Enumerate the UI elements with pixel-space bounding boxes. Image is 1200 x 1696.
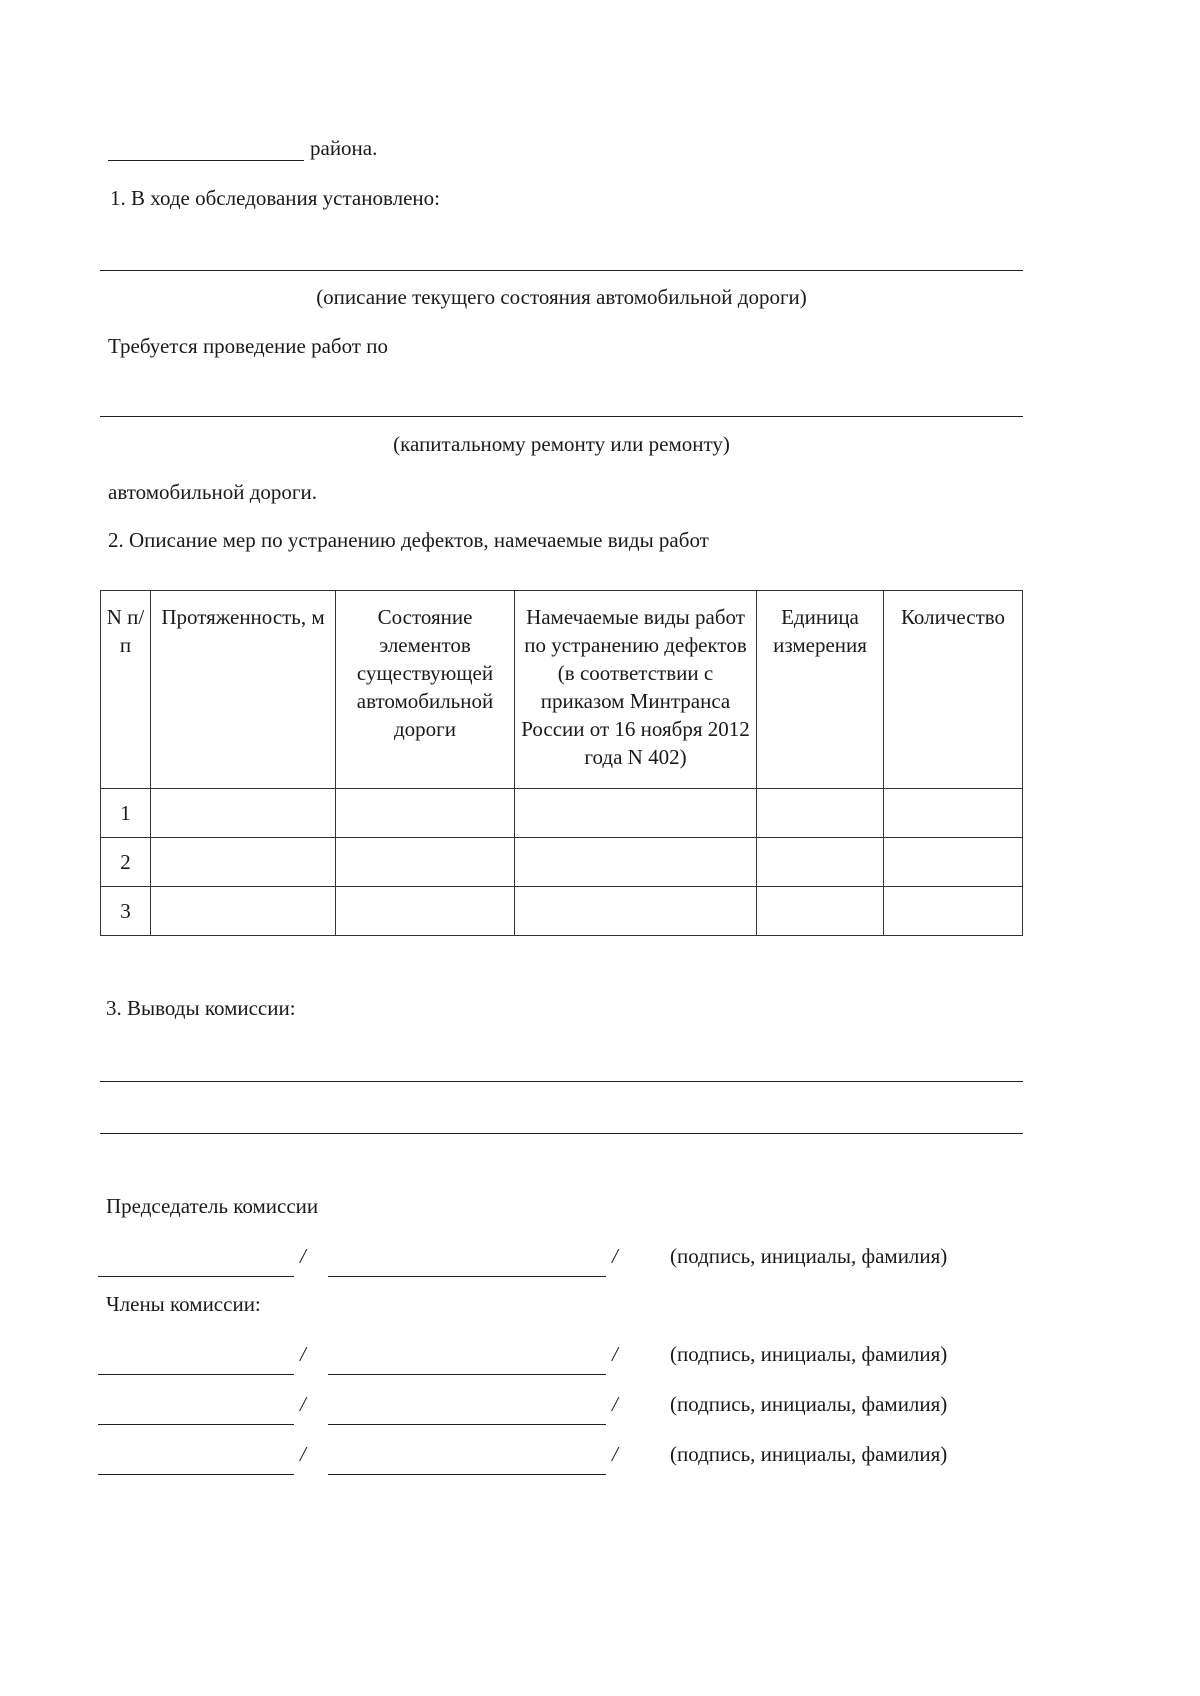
slash-separator: / [612,1244,618,1268]
cell-quantity[interactable] [884,887,1023,936]
member-name-line[interactable] [328,1374,606,1375]
slash-separator: / [300,1342,306,1366]
members-label: Члены комиссии: [106,1292,261,1316]
conclusion-blank-line-1[interactable] [100,1081,1023,1082]
slash-separator: / [300,1244,306,1268]
cell-condition[interactable] [336,789,515,838]
cell-work-types[interactable] [515,789,757,838]
slash-separator: / [612,1342,618,1366]
district-blank-line[interactable] [108,160,304,161]
slash-separator: / [300,1442,306,1466]
table-row [101,887,1023,936]
row-number: 1 [101,789,151,838]
table-row [101,838,1023,887]
signature-caption: (подпись, инициалы, фамилия) [670,1392,948,1416]
row-number: 2 [101,838,151,887]
table-row [101,789,1023,838]
cell-condition[interactable] [336,887,515,936]
member-signature-line[interactable] [98,1374,294,1375]
member-signature-line[interactable] [98,1474,294,1475]
col-header-number: N п/п [101,591,151,789]
section2-title: 2. Описание мер по устранению дефектов, намечаемые виды работ [108,528,709,552]
cell-quantity[interactable] [884,838,1023,887]
col-header-length: Протяженность, м [151,591,336,789]
condition-blank-line[interactable] [100,270,1023,271]
cell-work-types[interactable] [515,838,757,887]
col-header-condition: Состояние элементов существующей автомобильной дороги [336,591,515,789]
slash-separator: / [612,1442,618,1466]
slash-separator: / [300,1392,306,1416]
defects-table [100,590,1023,936]
cell-condition[interactable] [336,838,515,887]
col-header-quantity: Количество [884,591,1023,789]
member-name-line[interactable] [328,1474,606,1475]
col-header-unit: Единица измерения [757,591,884,789]
requires-text: Требуется проведение работ по [108,334,388,358]
conclusion-blank-line-2[interactable] [100,1133,1023,1134]
cell-quantity[interactable] [884,789,1023,838]
work-type-caption: (капитальному ремонту или ремонту) [393,432,730,456]
signature-caption: (подпись, инициалы, фамилия) [670,1244,948,1268]
cell-length[interactable] [151,789,336,838]
member-signature-line[interactable] [98,1424,294,1425]
district-suffix: района. [310,136,378,160]
chairman-signature-line[interactable] [98,1276,294,1277]
col-header-work-types: Намечаемые виды работ по устранению дефектов (в соответствии с приказом Минтранса России от 16 ноября 2012 года N 402) [515,591,757,789]
section1-title: 1. В ходе обследования установлено: [110,186,440,210]
cell-unit[interactable] [757,838,884,887]
cell-length[interactable] [151,887,336,936]
signature-caption: (подпись, инициалы, фамилия) [670,1442,948,1466]
row-number: 3 [101,887,151,936]
member-name-line[interactable] [328,1424,606,1425]
condition-caption: (описание текущего состояния автомобильной дороги) [316,285,807,309]
slash-separator: / [612,1392,618,1416]
cell-length[interactable] [151,838,336,887]
section3-title: 3. Выводы комиссии: [106,996,296,1020]
cell-unit[interactable] [757,887,884,936]
chairman-label: Председатель комиссии [106,1194,319,1218]
road-text: автомобильной дороги. [108,480,317,504]
table-header-row [101,591,1023,789]
work-type-blank-line[interactable] [100,416,1023,417]
chairman-name-line[interactable] [328,1276,606,1277]
cell-unit[interactable] [757,789,884,838]
signature-caption: (подпись, инициалы, фамилия) [670,1342,948,1366]
cell-work-types[interactable] [515,887,757,936]
